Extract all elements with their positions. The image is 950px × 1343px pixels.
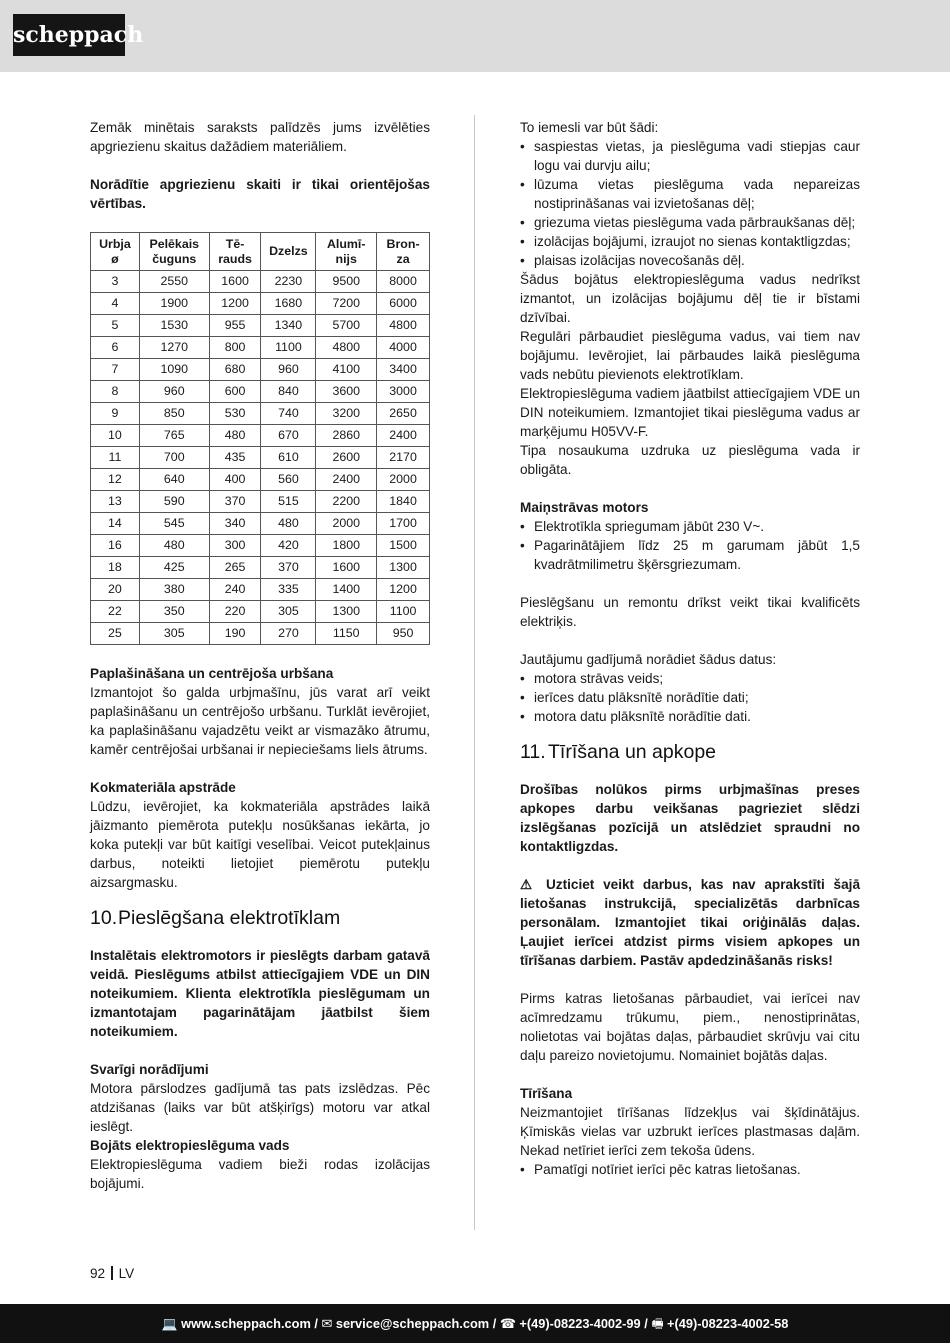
- wood-text: Lūdzu, ievērojiet, ka kokmateriāla apstrādes laikā jāizmanto piemērota putekļu nosūkšanas iekārta, jo koka putekļi var būt kaitīgi veselībai. Veicot putekļainus darbus, noteikti lietojiet piemērotu putekļu aizsargmasku.: [90, 799, 430, 890]
- table-header-cell: Urbja ø: [91, 233, 140, 271]
- damaged-cable-warning: Šādus bojātus elektropieslēguma vadus nedrīkst izmantot, un izolācijas bojājumu dēļ tie ir bīstami dzīvībai.: [520, 272, 860, 325]
- mail-icon: ✉: [321, 1316, 333, 1331]
- table-cell: 680: [209, 359, 261, 381]
- table-row: [91, 337, 430, 359]
- intro-text: Zemāk minētais saraksts palīdzēs jums izvēlēties apgriezienu skaitus dažādiem materiāliem.: [90, 120, 430, 154]
- table-cell: 220: [209, 601, 261, 623]
- page-number-separator: [111, 1266, 113, 1280]
- table-cell: 1400: [316, 579, 377, 601]
- computer-icon: 💻: [161, 1316, 178, 1331]
- table-row: [91, 381, 430, 403]
- table-cell: 380: [139, 579, 209, 601]
- page-number: [90, 1265, 134, 1283]
- table-cell: 4: [91, 293, 140, 315]
- type-label-text: Tipa nosaukuma uzdruka uz pieslēguma vada ir obligāta.: [520, 443, 860, 477]
- causes-intro: To iemesli var būt šādi:: [520, 120, 659, 135]
- table-cell: 4800: [377, 315, 430, 337]
- table-cell: 560: [261, 469, 316, 491]
- rpm-table-header-row: [91, 233, 430, 271]
- table-row: [91, 535, 430, 557]
- list-item: • motora datu plāksnītē norādītie dati.: [520, 707, 860, 726]
- table-cell: 370: [261, 557, 316, 579]
- questions-intro: Jautājumu gadījumā norādiet šādus datus:: [520, 652, 777, 667]
- list-item: • plaisas izolācijas novecošanās dēļ.: [520, 251, 860, 270]
- table-cell: 1500: [377, 535, 430, 557]
- table-cell: 1300: [377, 557, 430, 579]
- table-cell: 8000: [377, 271, 430, 293]
- table-cell: 1100: [261, 337, 316, 359]
- table-cell: 3: [91, 271, 140, 293]
- important-text: Motora pārslodzes gadījumā tas pats izslēdzas. Pēc atdzišanas (laiks var būt atšķirīgs) motoru var atkal ieslēgt.: [90, 1081, 430, 1134]
- table-cell: 4100: [316, 359, 377, 381]
- table-cell: 270: [261, 623, 316, 645]
- table-cell: 370: [209, 491, 261, 513]
- check-cables-text: Regulāri pārbaudiet pieslēguma vadus, vai tiem nav bojājumu. Ievērojiet, lai pārbaudes laikā pieslēguma vads nebūtu pievienots elektrotīklam.: [520, 329, 860, 382]
- table-cell: 1150: [316, 623, 377, 645]
- table-cell: 2000: [316, 513, 377, 535]
- table-cell: 1600: [209, 271, 261, 293]
- table-cell: 1800: [316, 535, 377, 557]
- table-cell: 2650: [377, 403, 430, 425]
- cable-heading: Bojāts elektropieslēguma vads: [90, 1138, 290, 1153]
- list-item: • Pagarinātājiem līdz 25 m garumam jābūt 1,5 kvadrātmilimetru šķērsgriezumam.: [520, 536, 860, 574]
- footer-email[interactable]: service@scheppach.com: [335, 1316, 490, 1331]
- table-cell: 3200: [316, 403, 377, 425]
- warning-icon: ⚠: [520, 877, 538, 892]
- table-cell: 8: [91, 381, 140, 403]
- important-heading: Svarīgi norādījumi: [90, 1062, 209, 1077]
- table-cell: 530: [209, 403, 261, 425]
- table-cell: 5: [91, 315, 140, 337]
- table-cell: 420: [261, 535, 316, 557]
- table-cell: 1300: [316, 601, 377, 623]
- page-footer: 💻 www.scheppach.com / ✉ service@scheppach.com / ☎ +(49)-08223-4002-99 / 🖷 +(49)-08223-4002-58: [0, 1304, 950, 1343]
- table-cell: 1200: [377, 579, 430, 601]
- table-cell: 850: [139, 403, 209, 425]
- list-item: • saspiestas vietas, ja pieslēguma vadi stiepjas caur logu vai durvju ailu;: [520, 137, 860, 175]
- table-cell: 2000: [377, 469, 430, 491]
- section-10-title: 10.Pieslēgšana elektrotīklam: [90, 907, 341, 929]
- table-cell: 435: [209, 447, 261, 469]
- table-row: [91, 447, 430, 469]
- table-cell: 7200: [316, 293, 377, 315]
- table-cell: 2550: [139, 271, 209, 293]
- table-header-cell: Tē- rauds: [209, 233, 261, 271]
- table-row: [91, 601, 430, 623]
- table-cell: 640: [139, 469, 209, 491]
- table-row: [91, 359, 430, 381]
- table-cell: 1090: [139, 359, 209, 381]
- page-number-value: 92: [90, 1266, 106, 1281]
- table-cell: 5700: [316, 315, 377, 337]
- table-cell: 16: [91, 535, 140, 557]
- cable-standards-text: Elektropieslēguma vadiem jāatbilst attiecīgajiem VDE un DIN noteikumiem. Izmantojiet tikai pieslēguma vadus ar marķējumu H05VV-F.: [520, 386, 861, 439]
- table-cell: 1700: [377, 513, 430, 535]
- table-cell: 340: [209, 513, 261, 535]
- table-cell: 13: [91, 491, 140, 513]
- electrician-text: Pieslēgšanu un remontu drīkst veikt tikai kvalificēts elektriķis.: [520, 595, 860, 629]
- table-header-cell: Alumī- nijs: [316, 233, 377, 271]
- table-cell: 7: [91, 359, 140, 381]
- footer-website[interactable]: www.scheppach.com: [181, 1316, 311, 1331]
- table-cell: 18: [91, 557, 140, 579]
- table-row: [91, 557, 430, 579]
- table-cell: 14: [91, 513, 140, 535]
- table-cell: 765: [139, 425, 209, 447]
- table-cell: 300: [209, 535, 261, 557]
- table-cell: 960: [139, 381, 209, 403]
- table-cell: 1900: [139, 293, 209, 315]
- wood-heading: Kokmateriāla apstrāde: [90, 780, 236, 795]
- table-cell: 2400: [316, 469, 377, 491]
- table-cell: 480: [139, 535, 209, 557]
- list-item: • lūzuma vietas pieslēguma vada nepareizas nostiprināšanas vai izvietošanas dēļ;: [520, 175, 860, 213]
- table-cell: 740: [261, 403, 316, 425]
- table-cell: 480: [261, 513, 316, 535]
- table-cell: 1840: [377, 491, 430, 513]
- table-cell: 305: [261, 601, 316, 623]
- rpm-table: [90, 232, 430, 645]
- table-cell: 2400: [377, 425, 430, 447]
- table-cell: 3400: [377, 359, 430, 381]
- table-cell: 400: [209, 469, 261, 491]
- ac-motor-list: [520, 517, 860, 574]
- causes-list: [520, 137, 860, 270]
- phone-icon: ☎: [499, 1316, 516, 1331]
- table-cell: 6: [91, 337, 140, 359]
- table-cell: 800: [209, 337, 261, 359]
- section-10-intro: Instalētais elektromotors ir pieslēgts darbam gatavā veidā. Pieslēgums atbilst attiecīgajiem VDE un DIN noteikumiem. Klienta elektrotīkla pieslēgumam un izmantotajam pagarinātājam jāatbilst šiem noteikumiem.: [90, 948, 430, 1039]
- ac-motor-heading: Maiņstrāvas motors: [520, 500, 649, 515]
- list-item: • izolācijas bojājumi, izraujot no sienas kontaktligzdas;: [520, 232, 860, 251]
- table-cell: 960: [261, 359, 316, 381]
- table-cell: 610: [261, 447, 316, 469]
- table-cell: 265: [209, 557, 261, 579]
- table-row: [91, 513, 430, 535]
- table-cell: 3600: [316, 381, 377, 403]
- cleaning-text: Neizmantojiet tīrīšanas līdzekļus vai šķīdinātājus. Ķīmiskās vielas var uzbrukt ierīces plastmasas daļām. Nekad netīriet ierīci zem tekoša ūdens.: [520, 1105, 860, 1158]
- table-cell: 2860: [316, 425, 377, 447]
- table-row: [91, 425, 430, 447]
- reaming-heading: Paplašināšana un centrējoša urbšana: [90, 666, 334, 681]
- inspection-text: Pirms katras lietošanas pārbaudiet, vai ierīcei nav acīmredzamu trūkumu, piem., nenostiprinātas, nolietotas vai bojātas daļas, pārbaudiet skrūvju vai citu daļu pareizo novietojumu. Nomainiet bojātās daļas.: [520, 991, 860, 1063]
- table-cell: 515: [261, 491, 316, 513]
- list-item: • motora strāvas veids;: [520, 669, 860, 688]
- table-cell: 22: [91, 601, 140, 623]
- table-cell: 590: [139, 491, 209, 513]
- table-cell: 1270: [139, 337, 209, 359]
- section-11-title: 11. Tīrīšana un apkope: [520, 741, 717, 763]
- table-cell: 1340: [261, 315, 316, 337]
- table-cell: 9: [91, 403, 140, 425]
- table-cell: 20: [91, 579, 140, 601]
- questions-list: [520, 669, 860, 726]
- table-cell: 240: [209, 579, 261, 601]
- table-cell: 1680: [261, 293, 316, 315]
- table-cell: 1600: [316, 557, 377, 579]
- table-cell: 480: [209, 425, 261, 447]
- table-cell: 2600: [316, 447, 377, 469]
- table-header-cell: Dzelzs: [261, 233, 316, 271]
- fax-icon: 🖷: [651, 1316, 664, 1331]
- orientation-note: Norādītie apgriezienu skaiti ir tikai orientējošas vērtības.: [90, 177, 430, 211]
- table-cell: 840: [261, 381, 316, 403]
- list-item: • griezuma vietas pieslēguma vada pārbraukšanas dēļ;: [520, 213, 860, 232]
- page-language: LV: [118, 1266, 135, 1281]
- table-cell: 1530: [139, 315, 209, 337]
- table-cell: 12: [91, 469, 140, 491]
- footer-fax: +(49)-08223-4002-58: [667, 1316, 789, 1331]
- table-cell: 955: [209, 315, 261, 337]
- table-cell: 425: [139, 557, 209, 579]
- table-cell: 545: [139, 513, 209, 535]
- table-cell: 9500: [316, 271, 377, 293]
- table-row: [91, 315, 430, 337]
- cleaning-heading: Tīrīšana: [520, 1086, 573, 1101]
- table-cell: 350: [139, 601, 209, 623]
- table-row: [91, 293, 430, 315]
- table-cell: 4000: [377, 337, 430, 359]
- cable-text: Elektropieslēguma vadiem bieži rodas izolācijas bojājumi.: [90, 1157, 430, 1191]
- table-cell: 700: [139, 447, 209, 469]
- reaming-text: Izmantojot šo galda urbjmašīnu, jūs varat arī veikt paplašināšanu un centrējošo urbšanu. Turklāt ievērojiet, ka paplašināšanu vajadzētu veikt ar vismazāko ātrumu, kamēr centrējošai urbšanai ir nepieciešams liels ātrums.: [90, 685, 430, 757]
- section-11-intro: Drošības nolūkos pirms urbjmašīnas preses apkopes darbu veikšanas pagrieziet slēdzi izslēgšanas pozīcijā un atslēdziet spraudni no kontaktligzdas.: [520, 782, 860, 854]
- table-row: [91, 491, 430, 513]
- table-row: [91, 403, 430, 425]
- table-cell: 1100: [377, 601, 430, 623]
- list-item: • Elektrotīkla spriegumam jābūt 230 V~.: [520, 517, 860, 536]
- table-cell: 305: [139, 623, 209, 645]
- table-cell: 3000: [377, 381, 430, 403]
- footer-phone: +(49)-08223-4002-99: [519, 1316, 641, 1331]
- table-cell: 190: [209, 623, 261, 645]
- table-cell: 1200: [209, 293, 261, 315]
- table-cell: 11: [91, 447, 140, 469]
- table-cell: 6000: [377, 293, 430, 315]
- page-header: [0, 0, 950, 72]
- left-column: [90, 118, 430, 1193]
- table-row: [91, 271, 430, 293]
- right-column: [520, 118, 860, 1179]
- cleaning-list: [520, 1160, 860, 1179]
- table-row: [91, 579, 430, 601]
- list-item: • Pamatīgi notīriet ierīci pēc katras lietošanas.: [520, 1160, 860, 1179]
- table-cell: 4800: [316, 337, 377, 359]
- table-cell: 600: [209, 381, 261, 403]
- column-divider: [474, 115, 475, 1230]
- table-cell: 2200: [316, 491, 377, 513]
- list-item: • ierīces datu plāksnītē norādītie dati;: [520, 688, 860, 707]
- table-row: [91, 469, 430, 491]
- table-cell: 335: [261, 579, 316, 601]
- scheppach-logo: scheppach: [13, 14, 125, 56]
- table-cell: 2170: [377, 447, 430, 469]
- table-cell: 25: [91, 623, 140, 645]
- warning-text: ⚠ Uzticiet veikt darbus, kas nav aprakstīti šajā lietošanas instrukcijā, specializētās darbnīcas personālam. Izmantojiet tikai oriģinālās daļas. Ļaujiet ierīcei atdzist pirms visiem apkopes un tīrīšanas darbiem. Pastāv apdedzināšanās risks!: [520, 877, 861, 968]
- table-cell: 10: [91, 425, 140, 447]
- table-header-cell: Pelēkais čuguns: [139, 233, 209, 271]
- table-header-cell: Bron- za: [377, 233, 430, 271]
- table-cell: 950: [377, 623, 430, 645]
- table-row: [91, 623, 430, 645]
- table-cell: 670: [261, 425, 316, 447]
- rpm-table-body: [91, 271, 430, 645]
- table-cell: 2230: [261, 271, 316, 293]
